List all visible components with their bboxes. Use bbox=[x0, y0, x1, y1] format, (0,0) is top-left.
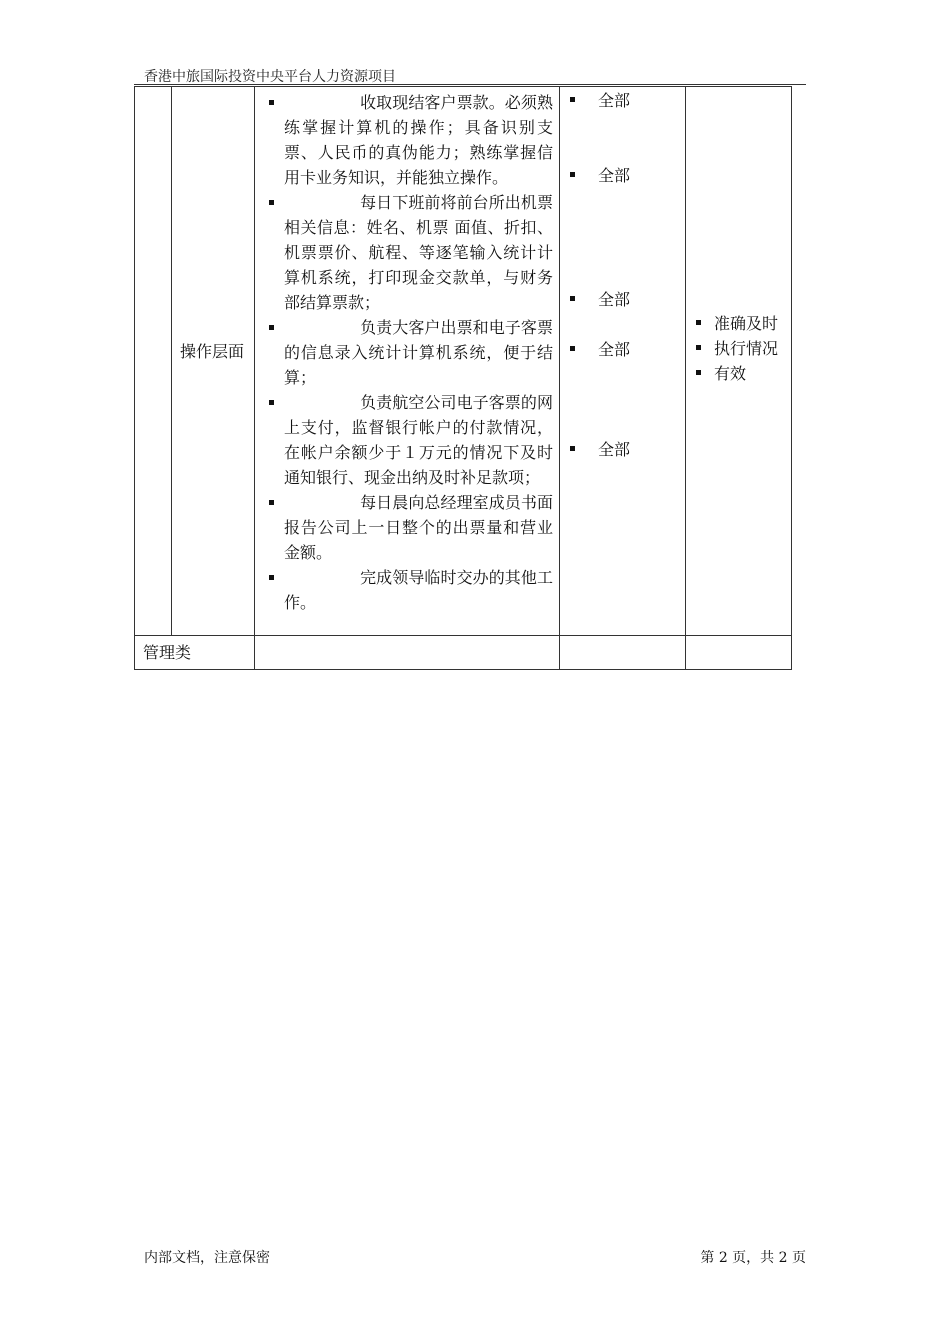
duty-item: 完成领导临时交办的其他工作。 bbox=[255, 565, 559, 615]
bullet-square-icon bbox=[696, 345, 701, 350]
bullet-square-icon bbox=[696, 320, 701, 325]
header-rule bbox=[134, 84, 806, 85]
empty-cell bbox=[686, 636, 792, 670]
duty-list bbox=[255, 87, 559, 615]
standard-list bbox=[686, 87, 791, 386]
bullet-square-icon bbox=[570, 296, 575, 301]
scope-item: 全部 bbox=[570, 163, 630, 188]
duty-item: 每日晨向总经理室成员书面报告公司上一日整个的出票量和营业金额。 bbox=[255, 490, 559, 565]
duty-item: 负责大客户出票和电子客票的信息录入统计计算机系统，便于结算； bbox=[255, 315, 559, 390]
table-row-operation bbox=[135, 87, 792, 636]
bullet-square-icon bbox=[570, 446, 575, 451]
blank-cell bbox=[135, 87, 172, 636]
standard-cell bbox=[686, 87, 792, 636]
duties-cell bbox=[255, 87, 560, 636]
scope-item: 全部 bbox=[570, 437, 630, 462]
scope-item: 全部 bbox=[570, 287, 630, 312]
bullet-square-icon bbox=[570, 97, 575, 102]
footer-confidential-note: 内部文档，注意保密 bbox=[144, 1250, 270, 1266]
duties-table bbox=[134, 86, 792, 670]
bullet-square-icon bbox=[570, 172, 575, 177]
empty-cell bbox=[255, 636, 560, 670]
scope-item: 全部 bbox=[570, 337, 630, 362]
duty-item: 收取现结客户票款。必须熟练掌握计算机的操作；具备识别支票、人民币的真伪能力；熟练掌握信用卡业务知识，并能独立操作。 bbox=[255, 90, 559, 190]
duty-item: 负责航空公司电子客票的网上支付，监督银行帐户的付款情况，在帐户余额少于１万元的情况下及时通知银行、现金出纳及时补足款项； bbox=[255, 390, 559, 490]
category-cell-management: 管理类 bbox=[135, 636, 255, 670]
footer-page-number: 第 2 页，共 2 页 bbox=[700, 1250, 806, 1266]
document-header-title: 香港中旅国际投资中央平台人力资源项目 bbox=[144, 69, 396, 85]
scope-cell bbox=[560, 87, 686, 636]
standard-item: 准确及时 bbox=[696, 311, 791, 336]
scope-item: 全部 bbox=[570, 88, 630, 113]
empty-cell bbox=[560, 636, 686, 670]
duty-item: 每日下班前将前台所出机票相关信息：姓名、机票 面值、折扣、机票票价、航程、等逐笔输入统计计算机系统，打印现金交款单，与财务部结算票款； bbox=[255, 190, 559, 315]
standard-item: 执行情况 bbox=[696, 336, 791, 361]
bullet-square-icon bbox=[696, 370, 701, 375]
table-row-management bbox=[135, 636, 792, 670]
category-cell-operation: 操作层面 bbox=[172, 87, 255, 636]
bullet-square-icon bbox=[570, 346, 575, 351]
standard-item: 有效 bbox=[696, 361, 791, 386]
